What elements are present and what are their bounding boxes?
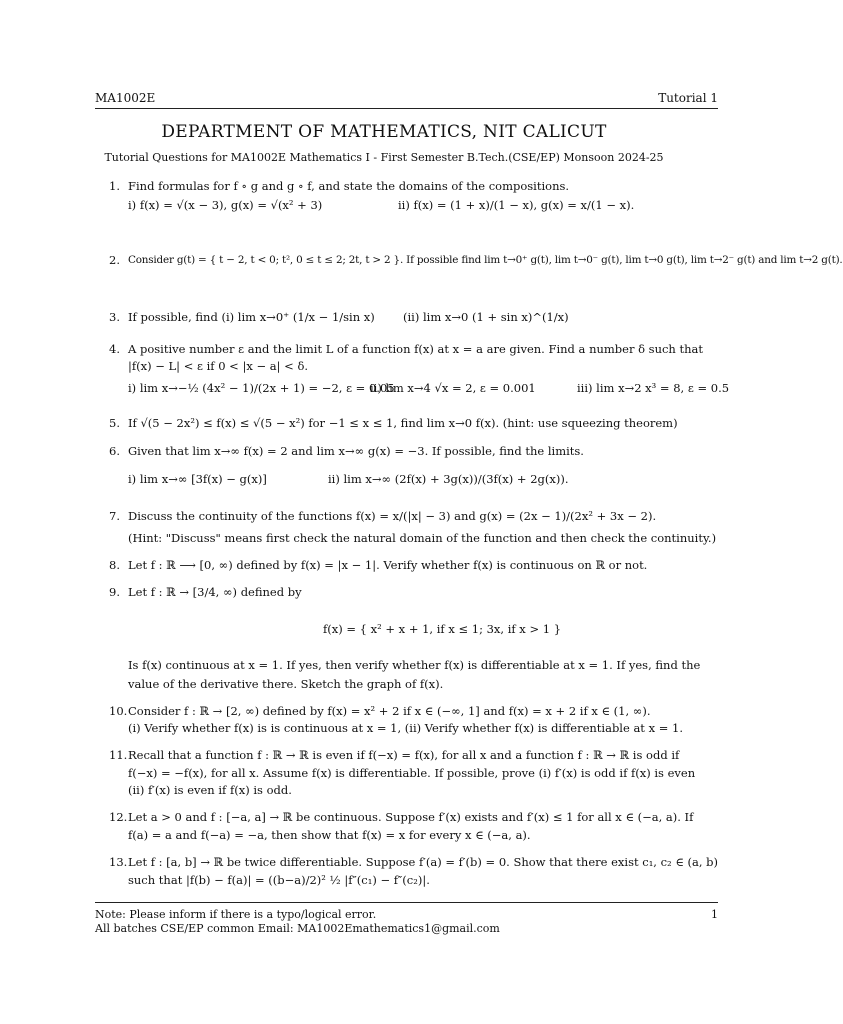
header-rule (95, 108, 718, 109)
question-number: 11. (109, 748, 128, 762)
footer-note: Note: Please inform if there is a typo/logical error. (95, 908, 377, 921)
question-text: Let f : ℝ → [3/4, ∞) defined by (128, 585, 302, 599)
question-text: f(a) = a and f(−a) = −a, then show that f(x) = x for every x ∈ (−a, a). (128, 828, 531, 842)
question-part: ii) lim x→4 √x = 2, ε = 0.001 (370, 381, 536, 395)
piecewise-definition: f(x) = { x² + x + 1, if x ≤ 1; 3x, if x > 1 } (323, 622, 562, 636)
question-number: 4. (109, 342, 120, 356)
footer-email: All batches CSE/EP common Email: MA1002Emathematics1@gmail.com (95, 922, 500, 935)
question-text: If √(5 − 2x²) ≤ f(x) ≤ √(5 − x²) for −1 ≤ x ≤ 1, find lim x→0 f(x). (hint: use squeezing theorem) (128, 416, 678, 430)
question-text: Given that lim x→∞ f(x) = 2 and lim x→∞ g(x) = −3. If possible, find the limits. (128, 444, 584, 458)
question-number: 8. (109, 558, 120, 572)
footer-rule (95, 902, 718, 903)
page-subtitle: Tutorial Questions for MA1002E Mathematics I - First Semester B.Tech.(CSE/EP) Monsoon 2024-25 (104, 151, 664, 164)
question-number: 12. (109, 810, 128, 824)
page-title: DEPARTMENT OF MATHEMATICS, NIT CALICUT (161, 122, 607, 142)
question-text: value of the derivative there. Sketch the graph of f(x). (128, 677, 444, 691)
question-part: iii) lim x→2 x³ = 8, ε = 0.5 (577, 381, 730, 395)
question-number: 13. (109, 855, 128, 869)
course-code: MA1002E (95, 91, 156, 105)
question-text: |f(x) − L| < ε if 0 < |x − a| < δ. (128, 359, 309, 373)
question-text: f(−x) = −f(x), for all x. Assume f(x) is differentiable. If possible, prove (i) f′(x) is odd if f(x) is even (128, 766, 696, 780)
question-text: (ii) f′(x) is even if f(x) is odd. (128, 783, 292, 797)
question-text: (i) Verify whether f(x) is is continuous at x = 1, (ii) Verify whether f(x) is differentiable at x = 1. (128, 721, 683, 735)
question-part: i) lim x→∞ [3f(x) − g(x)] (128, 472, 267, 486)
question-number: 9. (109, 585, 120, 599)
question-part: ii) lim x→∞ (2f(x) + 3g(x))/(3f(x) + 2g(x)). (328, 472, 569, 486)
question-text: Find formulas for f ∘ g and g ∘ f, and state the domains of the compositions. (128, 179, 570, 193)
question-text: Discuss the continuity of the functions f(x) = x/(|x| − 3) and g(x) = (2x − 1)/(2x² + 3x − 2). (128, 509, 657, 523)
question-text: If possible, find (i) lim x→0⁺ (1/x − 1/sin x) (128, 310, 375, 324)
question-number: 2. (109, 253, 120, 267)
question-text: (ii) lim x→0 (1 + sin x)^(1/x) (403, 310, 569, 324)
question-text: Let a > 0 and f : [−a, a] → ℝ be continuous. Suppose f′(x) exists and f′(x) ≤ 1 for all x ∈ (−a, a). If (128, 810, 694, 824)
question-part: ii) f(x) = (1 + x)/(1 − x), g(x) = x/(1 − x). (398, 198, 635, 212)
question-text: Let f : [a, b] → ℝ be twice differentiable. Suppose f′(a) = f′(b) = 0. Show that there exist c₁, c₂ ∈ (a, b) (128, 855, 718, 869)
question-number: 7. (109, 509, 120, 523)
question-hint: (Hint: "Discuss" means first check the natural domain of the function and then check the continuity.) (128, 531, 717, 545)
question-text: Is f(x) continuous at x = 1. If yes, then verify whether f(x) is differentiable at x = 1. If yes, find the (128, 658, 701, 672)
question-number: 6. (109, 444, 120, 458)
question-text: Recall that a function f : ℝ → ℝ is even if f(−x) = f(x), for all x and a function f : ℝ → ℝ is odd if (128, 748, 680, 762)
question-number: 5. (109, 416, 120, 430)
question-number: 3. (109, 310, 120, 324)
question-number: 1. (109, 179, 120, 193)
question-text: such that |f(b) − f(a)| = ((b−a)/2)² ½ |f″(c₁) − f″(c₂)|. (128, 873, 430, 887)
question-text: Consider f : ℝ → [2, ∞) defined by f(x) = x² + 2 if x ∈ (−∞, 1] and f(x) = x + 2 if x ∈ (1, ∞). (128, 704, 651, 718)
question-text: A positive number ε and the limit L of a function f(x) at x = a are given. Find a number δ such that (128, 342, 703, 356)
question-text: Let f : ℝ ⟶ [0, ∞) defined by f(x) = |x − 1|. Verify whether f(x) is continuous on ℝ or not. (128, 558, 648, 572)
tutorial-label: Tutorial 1 (658, 91, 718, 105)
question-number: 10. (109, 704, 128, 718)
question-part: i) lim x→−½ (4x² − 1)/(2x + 1) = −2, ε = 0.05 (128, 381, 395, 395)
question-part: i) f(x) = √(x − 3), g(x) = √(x² + 3) (128, 198, 323, 212)
page-number: 1 (711, 908, 718, 921)
question-text: Consider g(t) = { t − 2, t < 0; t², 0 ≤ t ≤ 2; 2t, t > 2 }. If possible find lim t→0⁺ g(t), lim t→0⁻ g(t), lim t→0 g(t), lim t→2⁻ g(t) and lim t→2 g(t). (128, 254, 843, 266)
